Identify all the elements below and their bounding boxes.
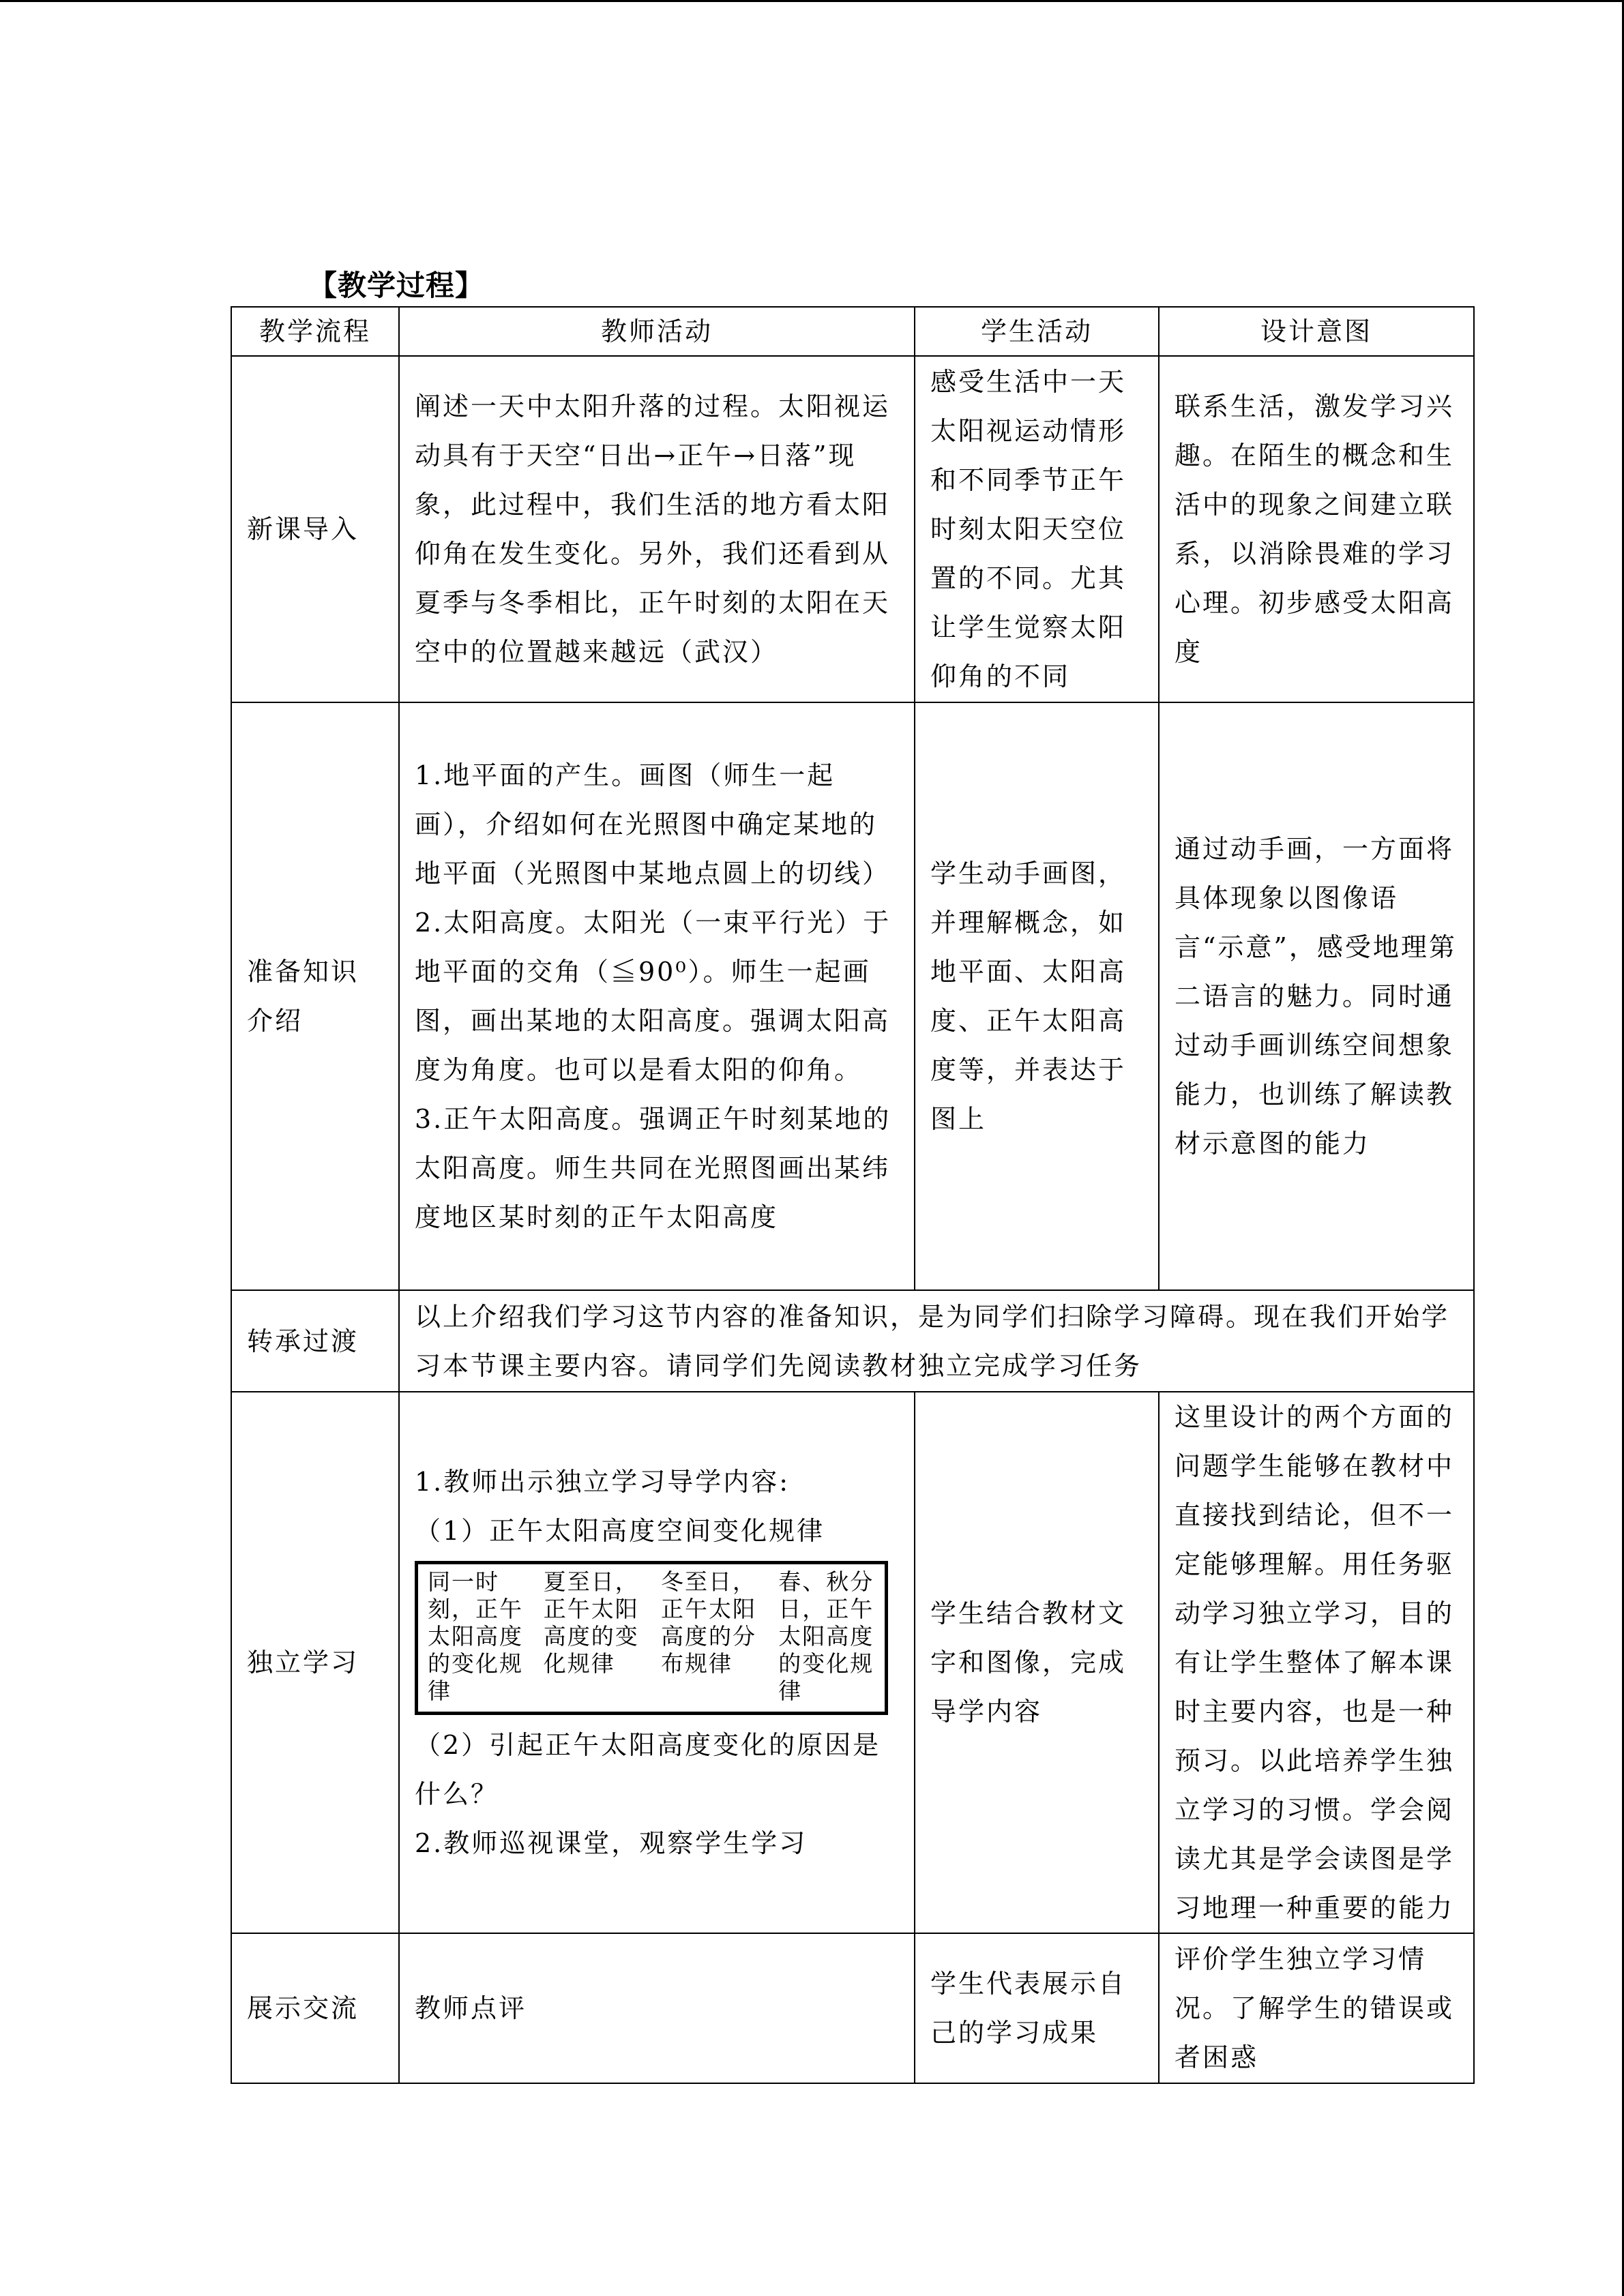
- guide-table-row: [417, 1563, 887, 1714]
- guide-cell: 同一时刻，正午太阳高度的变化规律: [428, 1568, 523, 1704]
- table-header-row: [231, 307, 1474, 356]
- row-teacher-activity: [399, 702, 915, 1290]
- row-stage: 独立学习: [231, 1392, 399, 1933]
- section-heading: 【教学过程】: [308, 269, 485, 302]
- row-student-activity: 学生动手画图，并理解概念，如地平面、太阳高度、正午太阳高度等，并表达于图上: [915, 702, 1159, 1290]
- row-design-intent: 联系生活，激发学习兴趣。在陌生的概念和生活中的现象之间建立联系，以消除畏难的学习心理。初步感受太阳高度: [1159, 356, 1474, 702]
- table-row: [231, 1290, 1474, 1392]
- header-intent: 设计意图: [1159, 307, 1474, 356]
- guide-table: [415, 1561, 888, 1715]
- row-teacher-activity: [399, 1392, 915, 1933]
- header-stage: 教学流程: [231, 307, 399, 356]
- table-row: [231, 356, 1474, 702]
- teacher-step-2: 2.太阳高度。太阳光（一束平行光）于地平面的交角（≦90⁰）。师生一起画图，画出某地的太阳高度。强调太阳高度为角度。也可以是看太阳的仰角。: [415, 908, 891, 1085]
- teaching-process-table: [231, 306, 1475, 2084]
- row-stage: 新课导入: [231, 356, 399, 702]
- table-row: [231, 1933, 1474, 2083]
- teacher-question-1: （1）正午太阳高度空间变化规律: [415, 1516, 825, 1546]
- row-teacher-activity: 教师点评: [399, 1933, 915, 2083]
- row-teacher-activity: 阐述一天中太阳升落的过程。太阳视运动具有于天空“日出→正午→日落”现象，此过程中，我们生活的地方看太阳仰角在发生变化。另外，我们还看到从夏季与冬季相比，正午时刻的太阳在天空中的位置越来越远（武汉）: [399, 356, 915, 702]
- guide-cell: 夏至日，正午太阳高度的变化规律: [543, 1568, 639, 1677]
- teacher-question-2: （2）引起正午太阳高度变化的原因是什么？: [415, 1730, 881, 1809]
- teacher-step-3: 3.正午太阳高度。强调正午时刻某地的太阳高度。师生共同在光照图画出某纬度地区某时刻的正午太阳高度: [415, 1104, 891, 1232]
- row-design-intent: 通过动手画，一方面将具体现象以图像语言“示意”，感受地理第二语言的魅力。同时通过动手画训练空间想象能力，也训练了解读教材示意图的能力: [1159, 702, 1474, 1290]
- guide-cell: 冬至日，正午太阳高度的分布规律: [661, 1568, 756, 1677]
- table-row: [231, 702, 1474, 1290]
- row-design-intent: 这里设计的两个方面的问题学生能够在教材中直接找到结论，但不一定能够理解。用任务驱动学习独立学习，目的有让学生整体了解本课时主要内容，也是一种预习。以此培养学生独立学习的习惯。学会阅读尤其是学会读图是学习地理一种重要的能力: [1159, 1392, 1474, 1933]
- row-stage: 展示交流: [231, 1933, 399, 2083]
- teacher-intro: 1.教师出示独立学习导学内容:: [415, 1467, 791, 1497]
- row-merged-content: 以上介绍我们学习这节内容的准备知识，是为同学们扫除学习障碍。现在我们开始学习本节课主要内容。请同学们先阅读教材独立完成学习任务: [399, 1290, 1474, 1392]
- row-student-activity: 学生结合教材文字和图像，完成导学内容: [915, 1392, 1159, 1933]
- teacher-step-1: 1.地平面的产生。画图（师生一起画），介绍如何在光照图中确定某地的地平面（光照图中某地点圆上的切线）: [415, 760, 891, 889]
- row-student-activity: 学生代表展示自己的学习成果: [915, 1933, 1159, 2083]
- header-teacher: 教师活动: [399, 307, 915, 356]
- page-top-border: [0, 0, 1624, 2]
- row-stage: 准备知识介绍: [231, 702, 399, 1290]
- row-student-activity: 感受生活中一天太阳视运动情形和不同季节正午时刻太阳天空位置的不同。尤其让学生觉察太阳仰角的不同: [915, 356, 1159, 702]
- row-stage: 转承过渡: [231, 1290, 399, 1392]
- guide-cell: 春、秋分日，正午太阳高度的变化规律: [778, 1568, 874, 1704]
- table-row: [231, 1392, 1474, 1933]
- header-student: 学生活动: [915, 307, 1159, 356]
- row-design-intent: 评价学生独立学习情况。了解学生的错误或者困惑: [1159, 1933, 1474, 2083]
- teacher-step-2: 2.教师巡视课堂，观察学生学习: [415, 1828, 808, 1858]
